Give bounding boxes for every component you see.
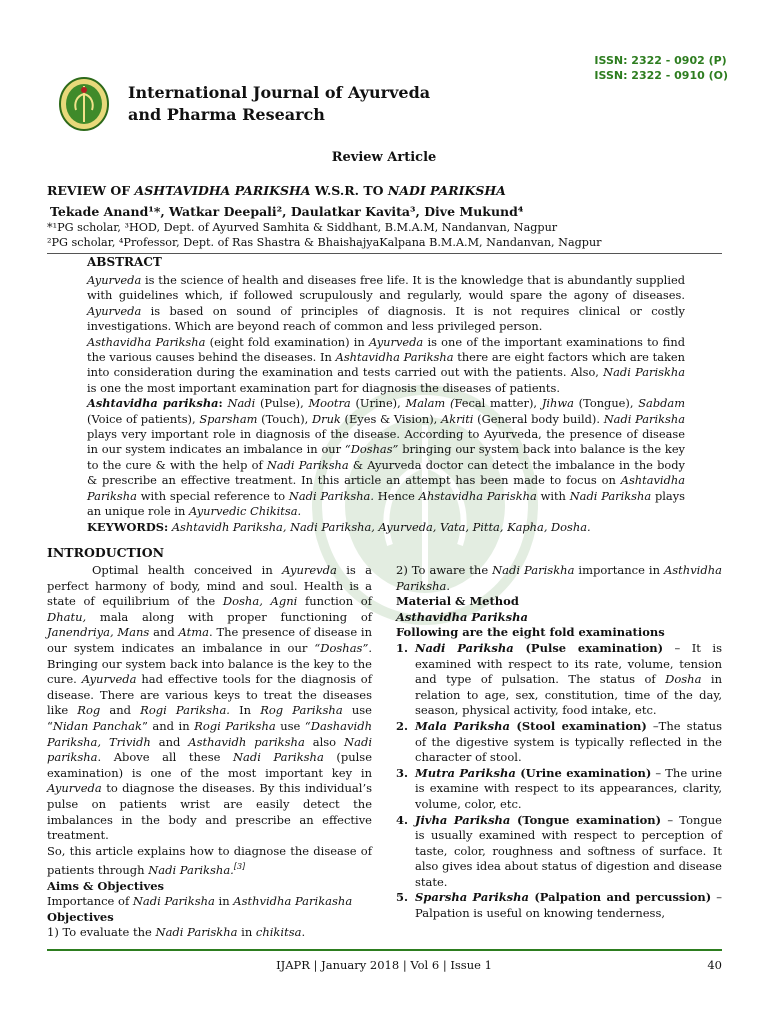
left-column: Optimal health conceived in Ayurevda is a perfect harmony of body, mind and soul. Health is a state of equilibrium of the Dosha, Agni function of Dhatu, mala along with proper functioning of Janendriya, Mans and Atma. The presence of disease in our system indicates an imbalance in our “Doshas”. Bringing our system back into balance is the key to the cure. Ayurveda had effective tools for the diagnosis of disease. There are various keys to treat the diseases like Rog and Rogi Pariksha. In Rog Pariksha use “Nidan Panchak” and in Rogi Pariksha use “Dashavidh Pariksha, Trividh and Asthavidh pariksha also Nadi pariksha. Above all these Nadi Pariksha (pulse examination) is one of the most important key in Ayurveda to diagnose the diseases. By this individual’s pulse on patients wrist are easily detect the imbalances in the body and prescribe an effective treatment. So, this article explains how to diagnose the disease of patients through Nadi Pariksha.[3] Aims & Objectives Importance of Nadi Pariksha in Asthvidha Parikasha Objectives 1) To evaluate the Nadi Pariskha in chikitsa.: [47, 563, 373, 940]
article-type: Review Article: [331, 150, 437, 165]
list-item: 5. Sparsha Pariksha (Palpation and percussion) – Palpation is useful on knowing tenderness,: [396, 890, 722, 921]
abstract-body: Ayurveda is the science of health and diseases free life. It is the knowledge that is abundantly supplied with guidelines which, if followed scrupulously and regularly, would spare the agony of diseases. Ayurveda is based on sound of principles of diagnosis. It is not requires clinical or costly investigations. Which are beyond reach of common and less privileged person. Asthavidha Pariksha (eight fold examination) in Ayurveda is one of the important examinations to find the various causes behind the diseases. In Ashtavidha Pariksha there are eight factors which are taken into consideration during the examination and tests carried out with the patients. Also, Nadi Pariskha is one the most important examination part for diagnosis the diseases of patients. Ashtavidha pariksha: Nadi (Pulse), Mootra (Urine), Malam (Fecal matter), Jihwa (Tongue), Sabdam (Voice of patients), Sparsham (Touch), Druk (Eyes & Vision), Akriti (General body build). Nadi Pariksha plays very important role in diagnosis of the disease. According to Ayurveda, the presence of disease in our system indicates an imbalance in our “Doshas” bringing our system back into balance is the key to the cure & with the help of Nadi Pariksha & Ayurveda doctor can detect the imbalance in the body & prescribe an effective treatment. In this article an attempt has been made to focus on Ashtavidha Pariksha with special reference to Nadi Pariksha. Hence Ahstavidha Pariskha with Nadi Pariksha plays an unique role in Ayurvedic Chikitsa. KEYWORDS: Ashtavidh Pariksha, Nadi Pariksha, Ayurveda, Vata, Pitta, Kapha, Dosha.: [87, 273, 686, 534]
page-number: 40: [707, 958, 722, 972]
footer-divider: [47, 949, 722, 951]
material-heading: Material & Method: [396, 594, 519, 609]
right-column: 2) To aware the Nadi Pariskha importance in Asthvidha Pariksha. Material & Method Asthavidha Pariksha Following are the eight fold examinations 1. Nadi Pariksha (Pulse examination) – It is examined with respect to its rate, volume, tension and type of pulsation. The status of Dosha in relation to age, sex, constitution, time of the day, season, physical activity, food intake, etc. 2. Mala Pariksha (Stool examination) –The status of the digestive system is typically reflected in the character of stool. 3. Mutra Pariksha (Urine examination) – The urine is examine with respect to its appearances, clarity, volume, color, etc. 4. Jivha Pariksha (Tongue examination) – Tongue is usually examined with respect to perception of taste, color, roughness and softness of surface. It also gives idea about status of digestion and disease state. 5. Sparsha Pariksha (Palpation and percussion) – Palpation is useful on knowing tenderness,: [396, 563, 722, 921]
examination-list: [396, 641, 722, 922]
list-item: 3. Mutra Pariksha (Urine examination) – The urine is examine with respect to its appearances, clarity, volume, color, etc.: [396, 765, 722, 811]
list-item: 2. Mala Pariksha (Stool examination) –The status of the digestive system is typically reflected in the character of stool.: [396, 718, 722, 765]
introduction-heading: INTRODUCTION: [47, 545, 165, 560]
issn-online: ISSN: 2322 - 0910 (O): [594, 69, 728, 82]
journal-logo-icon: [58, 76, 110, 132]
material-subheading: Asthavidha Pariksha: [396, 609, 528, 624]
list-item: 1. Nadi Pariksha (Pulse examination) – It is examined with respect to its rate, volume, tension and type of pulsation. The status of Dosha in relation to age, sex, constitution, time of the day, season, physical activity, food intake, etc.: [396, 640, 722, 718]
affiliation-2: ²PG scholar, ⁴Professor, Dept. of Ras Shastra & BhaishajyaKalpana B.M.A.M, Nandanvan, Nagpur: [47, 236, 602, 249]
divider: [47, 253, 722, 254]
list-item: 4. Jivha Pariksha (Tongue examination) – Tongue is usually examined with respect to perception of taste, color, roughness and softness of surface. It also gives idea about status of digestion and disease state.: [396, 812, 722, 889]
keywords-line: KEYWORDS: Ashtavidh Pariksha, Nadi Pariksha, Ayurveda, Vata, Pitta, Kapha, Dosha.: [87, 519, 591, 534]
issn-block: [594, 53, 728, 83]
eightfold-heading: Following are the eight fold examinations: [396, 625, 665, 640]
affiliation-1: *¹PG scholar, ³HOD, Dept. of Ayurved Samhita & Siddhant, B.M.A.M, Nandanvan, Nagpur: [47, 221, 558, 234]
issn-print: ISSN: 2322 - 0902 (P): [594, 54, 727, 67]
footer-citation: IJAPR | January 2018 | Vol 6 | Issue 1: [276, 958, 492, 972]
paper-title: REVIEW OF ASHTAVIDHA PARIKSHA W.S.R. TO NADI PARIKSHA: [47, 183, 506, 198]
aims-heading: Aims & Objectives: [47, 878, 165, 893]
objectives-heading: Objectives: [47, 909, 114, 924]
author-list: Tekade Anand¹*, Watkar Deepali², Daulatkar Kavita³, Dive Mukund⁴: [50, 204, 524, 219]
abstract-heading: ABSTRACT: [87, 255, 162, 269]
journal-title: International Journal of Ayurveda and Pharma Research: [128, 83, 431, 124]
